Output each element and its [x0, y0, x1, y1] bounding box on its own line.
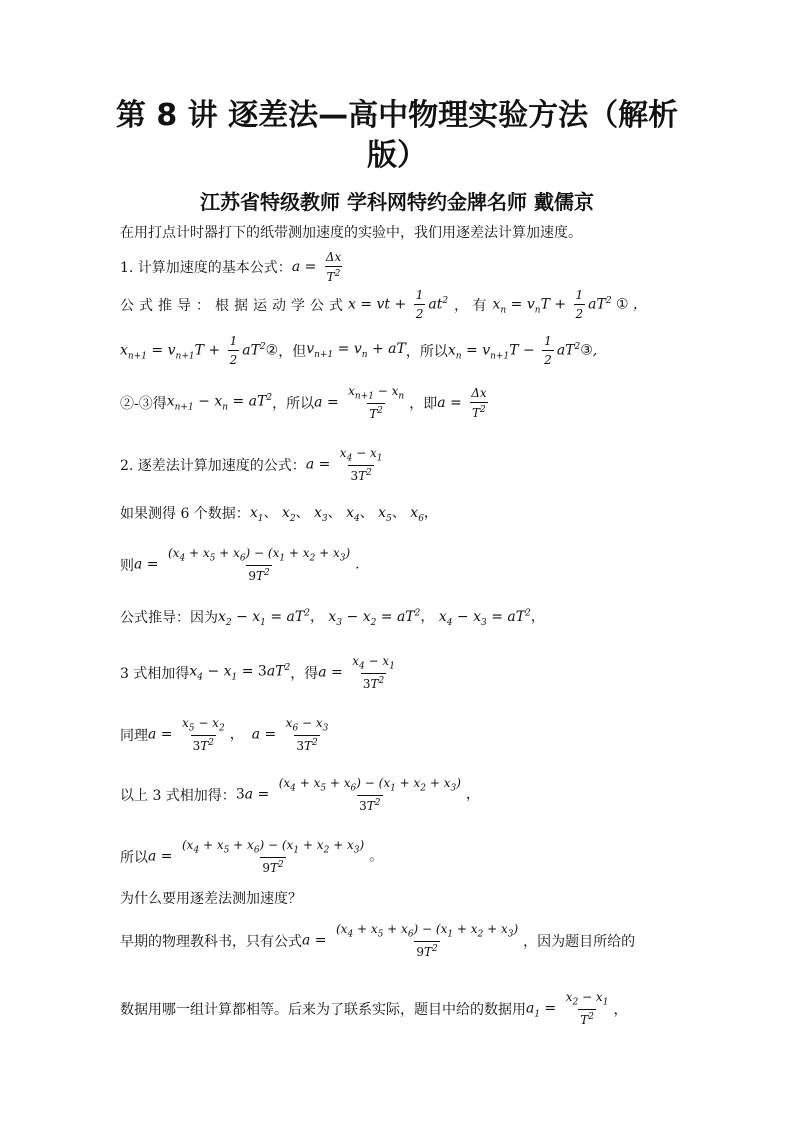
formula-a-x6x3: a = $\frac{x_6 - x_3}{3T^2}$ — [251, 716, 329, 754]
sum-line: 以上 3 式相加得： 3a = $\frac{(x_4 + x_5 + x_6) - (x_1 + x_2 + x_3)}{3T^2}$ ， — [120, 776, 480, 814]
formula-xn: $x_n = v_nT$ + $\frac{1}{2}$ $aT^2$ ① ， — [492, 288, 648, 321]
formula-3a: 3a = $\frac{(x_4 + x_5 + x_6) - (x_1 + x_2 + x_3)}{3T^2}$ ， — [235, 776, 480, 814]
formula-x4x1: $x_4 - x_1 = 3aT^2$ — [189, 662, 291, 683]
derivation-line-1: 公式推导：根据运动学公式 x = vt + $\frac{1}{2}$ $at^2$ ， 有 $x_n = v_nT$ + $\frac{1}{2}$ $aT^2$ ① ， — [120, 288, 648, 321]
then-line: 则 a = $\frac{(x_4 + x_5 + x_6) - (x_1 + x_2 + x_3)}{9T^2}$ . — [120, 546, 360, 584]
formula-xn-alt: $x_n = v_{n+1}T$ − $\frac{1}{2}$ $aT^2③$, — [447, 334, 598, 367]
title-line-2: 版） — [367, 138, 427, 173]
formula-kinematics: x = vt + $\frac{1}{2}$ $at^2$ — [348, 288, 449, 321]
formula-six: a = $\frac{(x_4 + x_5 + x_6) - (x_1 + x_2 + x_3)}{9T^2}$ . — [134, 546, 360, 584]
section-1-line: 1. 计算加速度的基本公式： a = $\frac{\Delta x}{T^2}$ — [120, 250, 346, 284]
page-title — [110, 96, 684, 176]
early-textbook-line: 早期的物理教科书，只有公式 a = $\frac{(x_4 + x_5 + x_6) - (x_1 + x_2 + x_3)}{9T^2}$ ，因为题目所给的 — [120, 922, 636, 960]
formula-a-delta: a = $\frac{\Delta x}{T^2}$ — [437, 385, 487, 420]
formula-a-diff: a = $\frac{x_{n+1} - x_n}{T^2}$ — [314, 384, 405, 422]
why-question: 为什么要用逐差法测加速度？ — [120, 891, 302, 907]
section-2-line: 2. 逐差法计算加速度的公式： a = $\frac{x_4 - x_1}{3T^2}$ — [120, 446, 388, 483]
add-three-line: 3 式相加得 $x_4 - x_1 = 3aT^2$ ，得 a = $\frac{x_4 - x_1}{3T^2}$ — [120, 654, 400, 691]
formula-early: a = $\frac{(x_4 + x_5 + x_6) - (x_1 + x_2 + x_3)}{9T^2}$ — [302, 922, 519, 960]
proof-line: 公式推导：因为 $x_2 - x_1 = aT^2$， $x_3 - x_2 = aT^2$， $x_4 - x_3 = aT^2$， — [120, 606, 545, 628]
title-line-1: 第 8 讲 逐差法—高中物理实验方法（解析 — [115, 98, 679, 133]
formula-successive: a = $\frac{x_4 - x_1}{3T^2}$ — [305, 446, 383, 484]
six-data-line: 如果测得 6 个数据： $x_1$、 $x_2$、 $x_3$、 $x_4$、 $x_5$、 $x_6$， — [120, 502, 438, 524]
derivation-line-2: $x_{n+1} = v_{n+1}T$ + $\frac{1}{2}$ $aT^2②$ ，但 $v_{n+1} = v_n$ + aT ，所以 $x_n = v_{n+1}T$ − $\frac{1}{2}$ $aT^2③$, — [120, 334, 598, 367]
formula-diff: $x_{n+1} - x_n = aT^2$ — [166, 392, 273, 413]
similarly-line: 同理 a = $\frac{x_5 - x_2}{3T^2}$ ， a = $\frac{x_6 - x_3}{3T^2}$ — [120, 716, 333, 753]
derivation-line-3: ②-③得 $x_{n+1} - x_n = aT^2$ ，所以 a = $\frac{x_{n+1} - x_n}{T^2}$ ，即 a = $\frac{\Delta x}{T^2}$ — [120, 384, 492, 421]
formula-xn1: $x_{n+1} = v_{n+1}T$ + $\frac{1}{2}$ $aT^2②$ — [120, 334, 279, 367]
formula-a1: $a_1$ = $\frac{x_2 - x_1}{T^2}$ — [526, 990, 609, 1028]
formula-three-diffs: $x_2 - x_1 = aT^2$， $x_3 - x_2 = aT^2$， $x_4 - x_3 = aT^2$， — [218, 608, 545, 628]
formula-a-x5x2: a = $\frac{x_5 - x_2}{3T^2}$ ， — [148, 716, 244, 754]
formula-a-x4x1: a = $\frac{x_4 - x_1}{3T^2}$ — [318, 654, 395, 692]
formula-basic: a = $\frac{\Delta x}{T^2}$ — [291, 250, 342, 284]
data-list: $x_1$、 $x_2$、 $x_3$、 $x_4$、 $x_5$、 $x_6$， — [249, 505, 438, 524]
final-line: 所以 a = $\frac{(x_4 + x_5 + x_6) - (x_1 + x_2 + x_3)}{9T^2}$ 。 — [120, 838, 384, 876]
last-line: 数据用哪一组计算都相等。后来为了联系实际，题目中给的数据用 $a_1$ = $\frac{x_2 - x_1}{T^2}$ ， — [120, 990, 628, 1028]
author-line: 江苏省特级教师 学科网特约金牌名师 戴儒京 — [200, 190, 594, 214]
intro-paragraph: 在用打点计时器打下的纸带测加速度的实验中，我们用逐差法计算加速度。 — [120, 225, 582, 241]
formula-vn1: $v_{n+1} = v_n$ + aT — [306, 341, 406, 360]
formula-final: a = $\frac{(x_4 + x_5 + x_6) - (x_1 + x_2 + x_3)}{9T^2}$ 。 — [148, 838, 384, 876]
